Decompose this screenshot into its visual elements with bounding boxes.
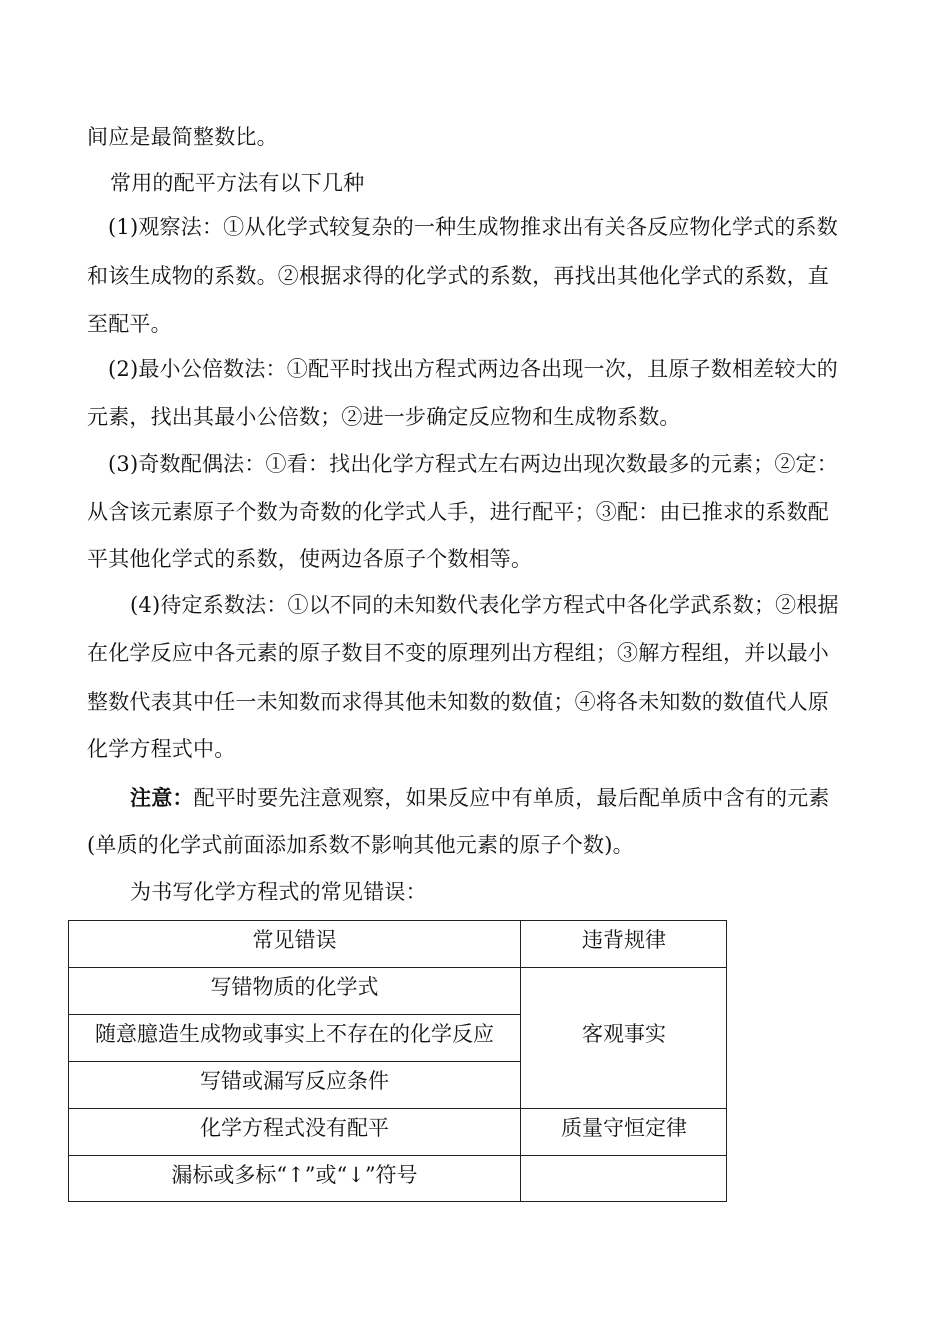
table-header-error: 常见错误: [252, 928, 337, 952]
table-error-cell: 随意臆造生成物或事实上不存在的化学反应: [95, 1022, 494, 1046]
table-intro: 为书写化学方程式的常见错误：: [130, 880, 427, 904]
paragraph-line: 在化学反应中各元素的原子数目不变的原理列出方程组；③解方程组，并以最小: [87, 641, 829, 665]
table-divider: [69, 1061, 520, 1062]
note-label: 注意：: [130, 785, 194, 810]
table-divider: [69, 1155, 726, 1156]
table-error-cell: 化学方程式没有配平: [200, 1116, 389, 1140]
paragraph-line: 化学方程式中。: [87, 737, 236, 761]
paragraph-line: 常用的配平方法有以下几种: [110, 171, 365, 195]
note-line: [130, 783, 830, 813]
table-law-cell: 质量守恒定律: [561, 1116, 687, 1140]
table-error-cell: 漏标或多标“↑”或“↓”符号: [171, 1163, 418, 1187]
table-divider: [69, 1014, 520, 1015]
paragraph-line: 平其他化学式的系数，使两边各原子个数相等。: [87, 547, 533, 571]
paragraph-line: 间应是最简整数比。: [87, 125, 278, 149]
paragraph-line: (4)待定系数法：①以不同的未知数代表化学方程式中各化学武系数；②根据: [130, 593, 839, 617]
paragraph-line: 整数代表其中任一未知数而求得其他未知数的数值；④将各未知数的数值代人原: [87, 690, 829, 714]
table-law-cell: 客观事实: [582, 1022, 666, 1046]
table-divider: [69, 967, 726, 968]
paragraph-line: (3)奇数配偶法：①看：找出化学方程式左右两边出现次数最多的元素；②定：: [108, 452, 838, 476]
paragraph-line: 至配平。: [87, 312, 172, 336]
paragraph-line: (1)观察法：①从化学式较复杂的一种生成物推求出有关各反应物化学式的系数: [108, 215, 838, 239]
paragraph-line: 元素，找出其最小公倍数；②进一步确定反应物和生成物系数。: [87, 405, 681, 429]
table-error-cell: 写错或漏写反应条件: [200, 1069, 389, 1093]
table-error-cell: 写错物质的化学式: [210, 975, 379, 999]
paragraph-line: 和该生成物的系数。②根据求得的化学式的系数，再找出其他化学式的系数，直: [87, 264, 829, 288]
note-text: 配平时要先注意观察，如果反应中有单质，最后配单质中含有的元素: [193, 786, 830, 810]
paragraph-line: (2)最小公倍数法：①配平时找出方程式两边各出现一次，且原子数相差较大的: [108, 357, 838, 381]
table-header-law: 违背规律: [582, 928, 666, 952]
table-divider: [69, 1108, 726, 1109]
note-line-2: (单质的化学式前面添加系数不影响其他元素的原子个数)。: [87, 833, 634, 857]
table-divider: [520, 921, 521, 1201]
common-errors-table: [68, 920, 727, 1202]
paragraph-line: 从含该元素原子个数为奇数的化学式人手，进行配平；③配：由已推求的系数配: [87, 500, 829, 524]
